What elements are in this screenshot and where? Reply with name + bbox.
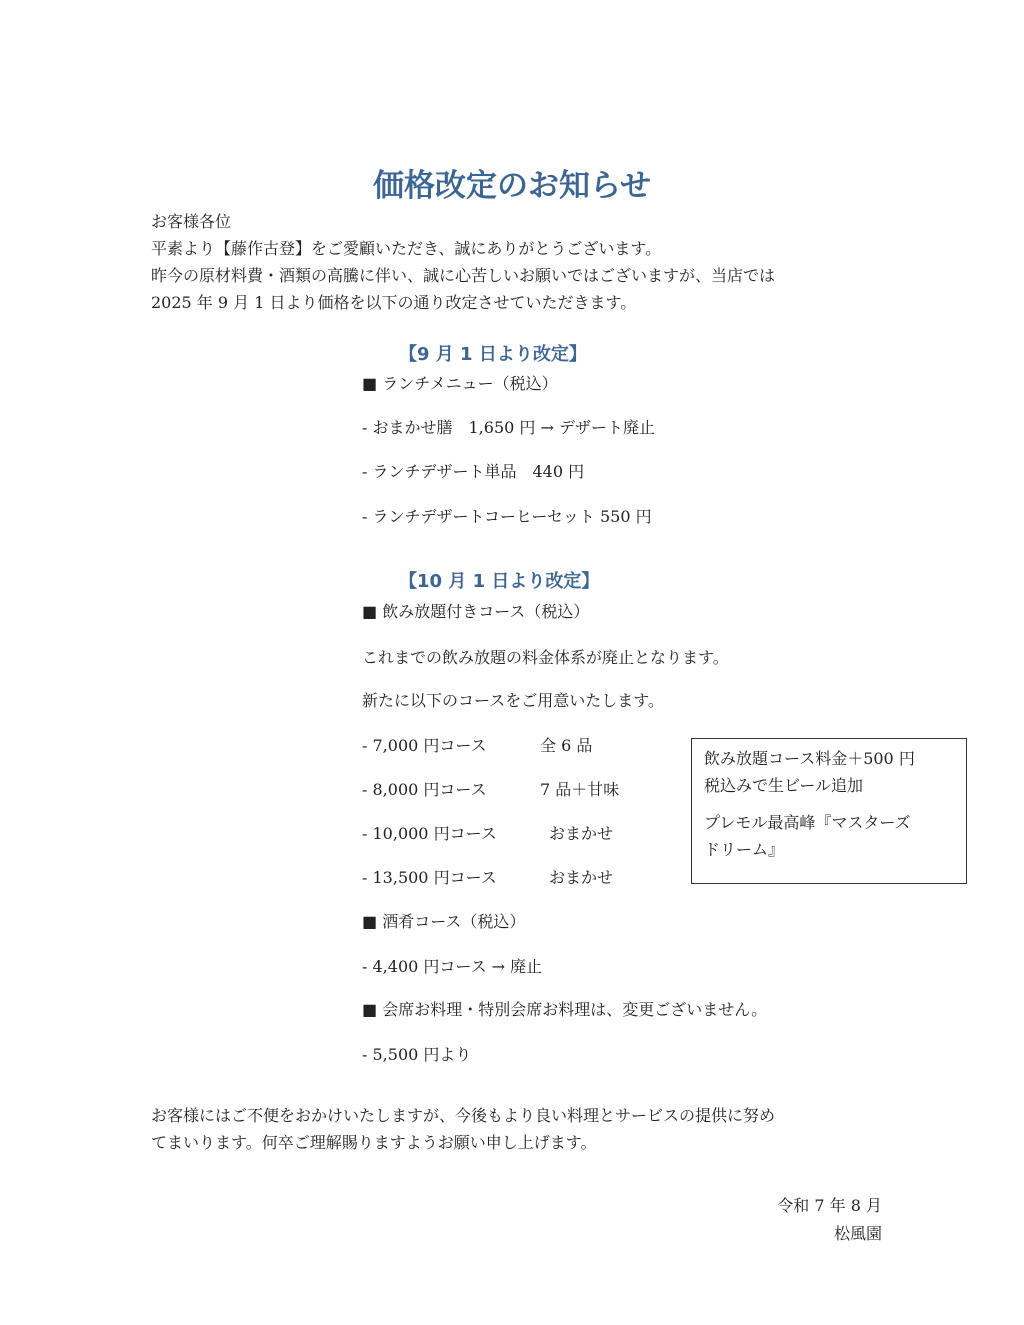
course-detail: おまかせ <box>549 868 614 887</box>
course-item <box>362 777 620 800</box>
section1-heading: 【9 月 1 日より改定】 <box>399 344 587 365</box>
course-name: - 7,000 円コース <box>362 736 487 755</box>
course-item <box>362 821 614 844</box>
course-name: - 8,000 円コース <box>362 780 487 799</box>
section1-subhead: ■ ランチメニュー（税込） <box>362 374 558 393</box>
course-detail: 7 品＋甘味 <box>540 780 620 799</box>
salutation: お客様各位 <box>151 212 232 231</box>
course-detail: 全 6 品 <box>540 736 593 755</box>
sake-item: - 4,400 円コース → 廃止 <box>362 957 543 976</box>
section2-heading: 【10 月 1 日より改定】 <box>399 571 600 592</box>
closing-line: お客様にはご不便をおかけいたしますが、今後もより良い料理とサービスの提供に努め <box>151 1106 776 1125</box>
course-name: - 10,000 円コース <box>362 824 497 843</box>
section2-line: 新たに以下のコースをご用意いたします。 <box>362 691 664 710</box>
note-line: プレモル最高峰『マスターズ <box>704 813 911 832</box>
kaiseki-item: - 5,500 円より <box>362 1045 472 1064</box>
intro-line: 昨今の原材料費・酒類の高騰に伴い、誠に心苦しいお願いではございますが、当店では <box>151 266 776 285</box>
sake-subhead: ■ 酒肴コース（税込） <box>362 912 526 931</box>
course-detail: おまかせ <box>549 824 614 843</box>
date: 令和 7 年 8 月 <box>777 1196 882 1215</box>
note-line: ドリーム』 <box>704 840 785 859</box>
kaiseki-subhead: ■ 会席お料理・特別会席お料理は、変更ございません。 <box>362 1000 768 1019</box>
signature: 松風園 <box>833 1224 882 1243</box>
note-line: 飲み放題コース料金＋500 円 <box>704 749 915 768</box>
page-title: 価格改定のお知らせ <box>372 168 652 204</box>
section1-item: - おまかせ膳 1,650 円 → デザート廃止 <box>362 418 655 437</box>
intro-line: 平素より【藤作古登】をご愛顧いただき、誠にありがとうございます。 <box>151 239 662 258</box>
course-item <box>362 865 614 888</box>
closing-paragraph <box>151 1102 775 1156</box>
section2-subhead: ■ 飲み放題付きコース（税込） <box>362 602 590 621</box>
note-line: 税込みで生ビール追加 <box>704 776 864 795</box>
course-name: - 13,500 円コース <box>362 868 497 887</box>
beer-note-box <box>691 738 967 884</box>
intro-paragraph <box>151 208 775 316</box>
intro-line: 2025 年 9 月 1 日より価格を以下の通り改定させていただきます。 <box>151 293 637 312</box>
section2-line: これまでの飲み放題の料金体系が廃止となります。 <box>362 648 729 667</box>
course-item <box>362 733 593 756</box>
section1-item: - ランチデザートコーヒーセット 550 円 <box>362 507 652 526</box>
section1-item: - ランチデザート単品 440 円 <box>362 462 585 481</box>
closing-line: てまいります。何卒ご理解賜りますようお願い申し上げます。 <box>151 1133 597 1152</box>
